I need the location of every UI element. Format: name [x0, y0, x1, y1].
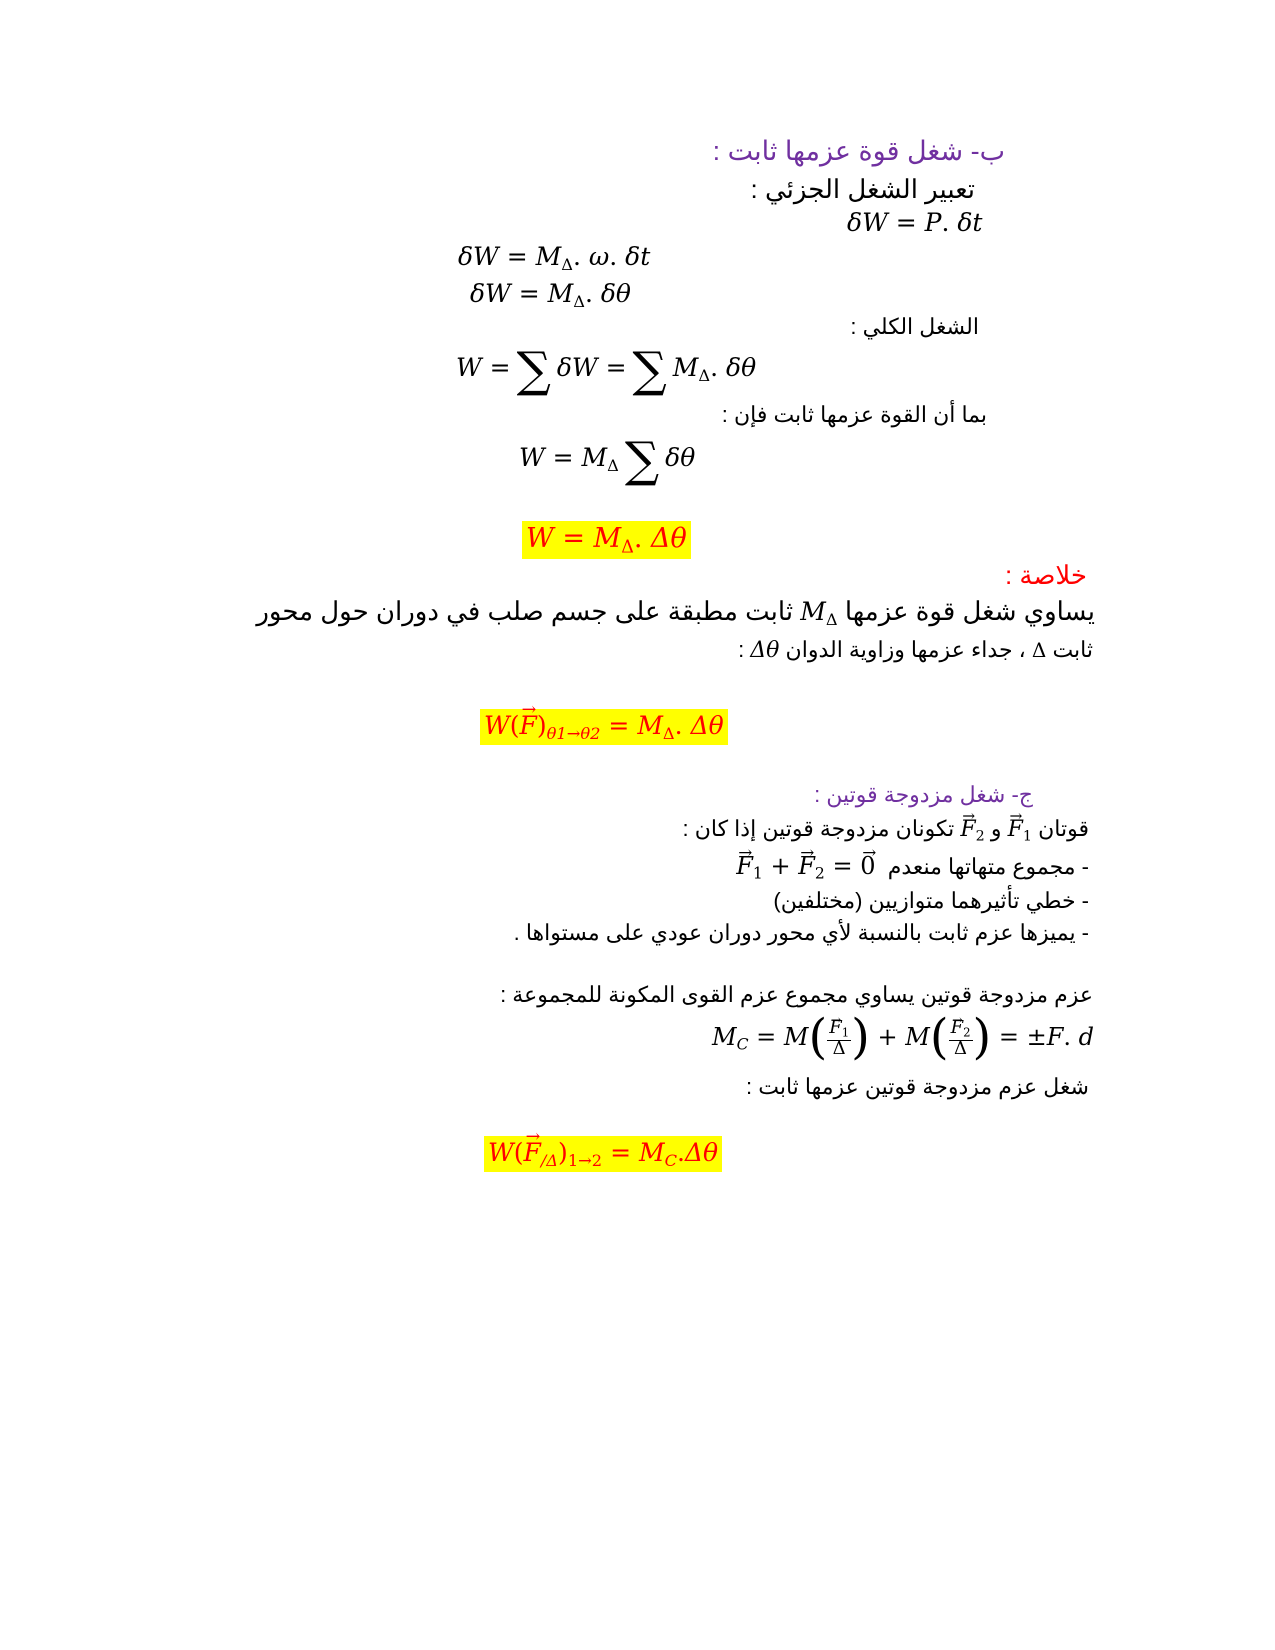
eq-dW-power: δW = P. δt	[847, 208, 983, 237]
condition-1: - مجموع متهاتها منعدم → $F_1$ + → $F_2$ = → 0	[736, 852, 1089, 883]
section-b-title: ب- شغل قوة عزمها ثابت :	[712, 136, 1005, 166]
conclusion-line1: يساوي شغل قوة عزمها $M_\Delta$ ثابت مطبقة على جسم صلب في دوران حول محور	[256, 596, 1095, 629]
condition-2: - خطي تأثيرهما متوازيين (مختلفين)	[773, 888, 1089, 913]
couple-work-formula: $W(\to F_{/\Delta})_{1\to 2} = M_C.\Delta\theta$	[484, 1136, 722, 1172]
partial-work-label: تعبير الشغل الجزئي :	[750, 174, 975, 204]
couple-moment-label: عزم مزدوجة قوتين يساوي مجموع عزم القوى المكونة للمجموعة :	[500, 982, 1093, 1007]
condition-3: - يميزها عزم ثابت بالنسبة لأي محور دوران عودي على مستواها .	[513, 920, 1089, 945]
eq-dW-theta: $\delta W = M_\Delta$. δθ	[470, 279, 631, 311]
total-work-label: الشغل الكلي :	[850, 314, 979, 339]
conclusion-title: خلاصة :	[1004, 560, 1087, 590]
eq-total-work: W = ∑ δW = ∑ $M_\Delta$. δθ	[456, 342, 757, 398]
eq-dW-omega: $\delta W = M_\Delta$. ω. δt	[458, 242, 651, 274]
couple-work-label: شغل عزم مزدوجة قوتين عزمها ثابت :	[746, 1074, 1089, 1099]
conclusion-formula: $W(\to F)_{\theta 1\to\theta 2} = M_\Delta$. Δθ	[480, 709, 728, 745]
result-formula: $W = M_\Delta$. Δθ	[522, 521, 691, 559]
constant-moment-label: بما أن القوة عزمها ثابت فإن :	[721, 402, 987, 427]
couple-intro: قوتان → $F_1$ و → $F_2$ تكونان مزدوجة قوتين إذا كان :	[683, 816, 1089, 844]
conclusion-line2: ثابت Δ ، جداء عزمها وزاوية الدوان Δθ :	[738, 637, 1093, 663]
section-c-title: ج- شغل مزدوجة قوتين :	[814, 782, 1033, 807]
eq-sum-theta: $W = M_\Delta$ ∑ δθ	[519, 432, 696, 488]
couple-moment-equation: $M_C = M$( → $\frac{F_1}{\Delta}) + M$( → $\frac{F_2}{\Delta}) = \pm F$. d	[712, 1017, 1094, 1057]
